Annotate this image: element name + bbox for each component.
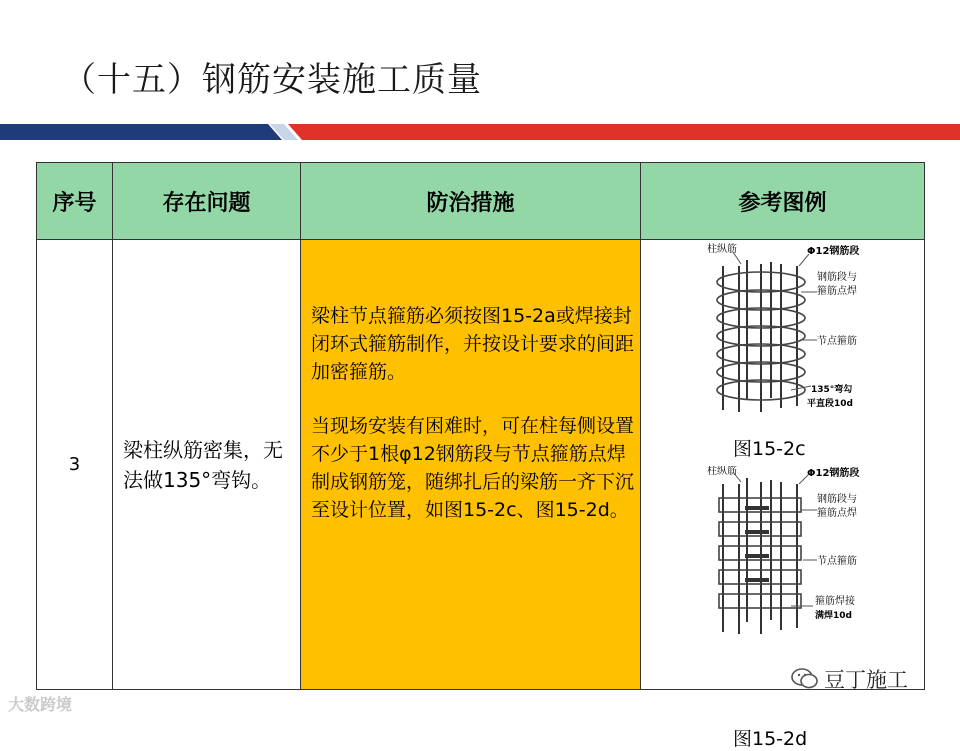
wechat-icon	[790, 666, 820, 692]
fig-c-label-weld2: 箍筋点焊	[817, 286, 857, 297]
watermark-right	[790, 664, 908, 694]
table-header-row	[37, 163, 925, 240]
fig-d-label-weld1: 钢筋段与	[817, 494, 857, 505]
measure-paragraph-1: 梁柱节点箍筋必须按图15-2a或焊接封闭环式箍筋制作，并按设计要求的间距加密箍筋。	[311, 305, 635, 383]
header-figures: 参考图例	[641, 163, 925, 240]
row-problem: 梁柱纵筋密集，无法做135°弯钩。	[113, 240, 301, 690]
header-stripe	[0, 124, 960, 140]
slide-title: （十五）钢筋安装施工质量	[62, 60, 482, 100]
fig-d-label-weld2: 箍筋点焊	[817, 508, 857, 519]
row-number: 3	[37, 240, 113, 690]
row-measures	[301, 240, 641, 690]
figure-15-2d-caption: 图15-2d	[733, 728, 808, 750]
row-figures	[641, 240, 925, 750]
figure-15-2c-drawing	[641, 240, 925, 428]
fig-c-label-phi12: Φ12钢筋段	[807, 246, 860, 257]
header-number: 序号	[37, 163, 113, 240]
fig-c-label-node: 节点箍筋	[817, 336, 857, 347]
table-row	[37, 240, 925, 690]
fig-d-label-col: 柱纵筋	[707, 466, 737, 477]
fig-c-label-hook2: 平直段10d	[807, 399, 853, 409]
fig-d-label-full2: 满焊10d	[815, 611, 852, 621]
measure-paragraph-2: 当现场安装有困难时，可在柱每侧设置不少于1根φ12钢筋段与节点箍筋点焊制成钢筋笼，随绑扎后的梁筋一齐下沉至设计位置，如图15-2c、图15-2d。	[311, 415, 635, 521]
watermark-left	[8, 692, 72, 715]
figure-15-2d-drawing	[641, 466, 925, 654]
fig-d-label-full1: 箍筋焊接	[815, 596, 855, 607]
header-measures: 防治措施	[301, 163, 641, 240]
fig-c-label-col: 柱纵筋	[707, 244, 737, 255]
fig-d-label-phi12: Φ12钢筋段	[807, 468, 860, 479]
figure-15-2c-caption: 图15-2c	[733, 438, 806, 460]
watermark-right-text: 豆丁施工	[824, 668, 908, 692]
fig-d-label-node: 节点箍筋	[817, 556, 857, 567]
fig-c-label-hook1: 135°弯勾	[811, 385, 853, 395]
header-problem: 存在问题	[113, 163, 301, 240]
watermark-left-text: 大数跨境	[8, 695, 73, 714]
fig-c-label-weld1: 钢筋段与	[817, 272, 857, 283]
